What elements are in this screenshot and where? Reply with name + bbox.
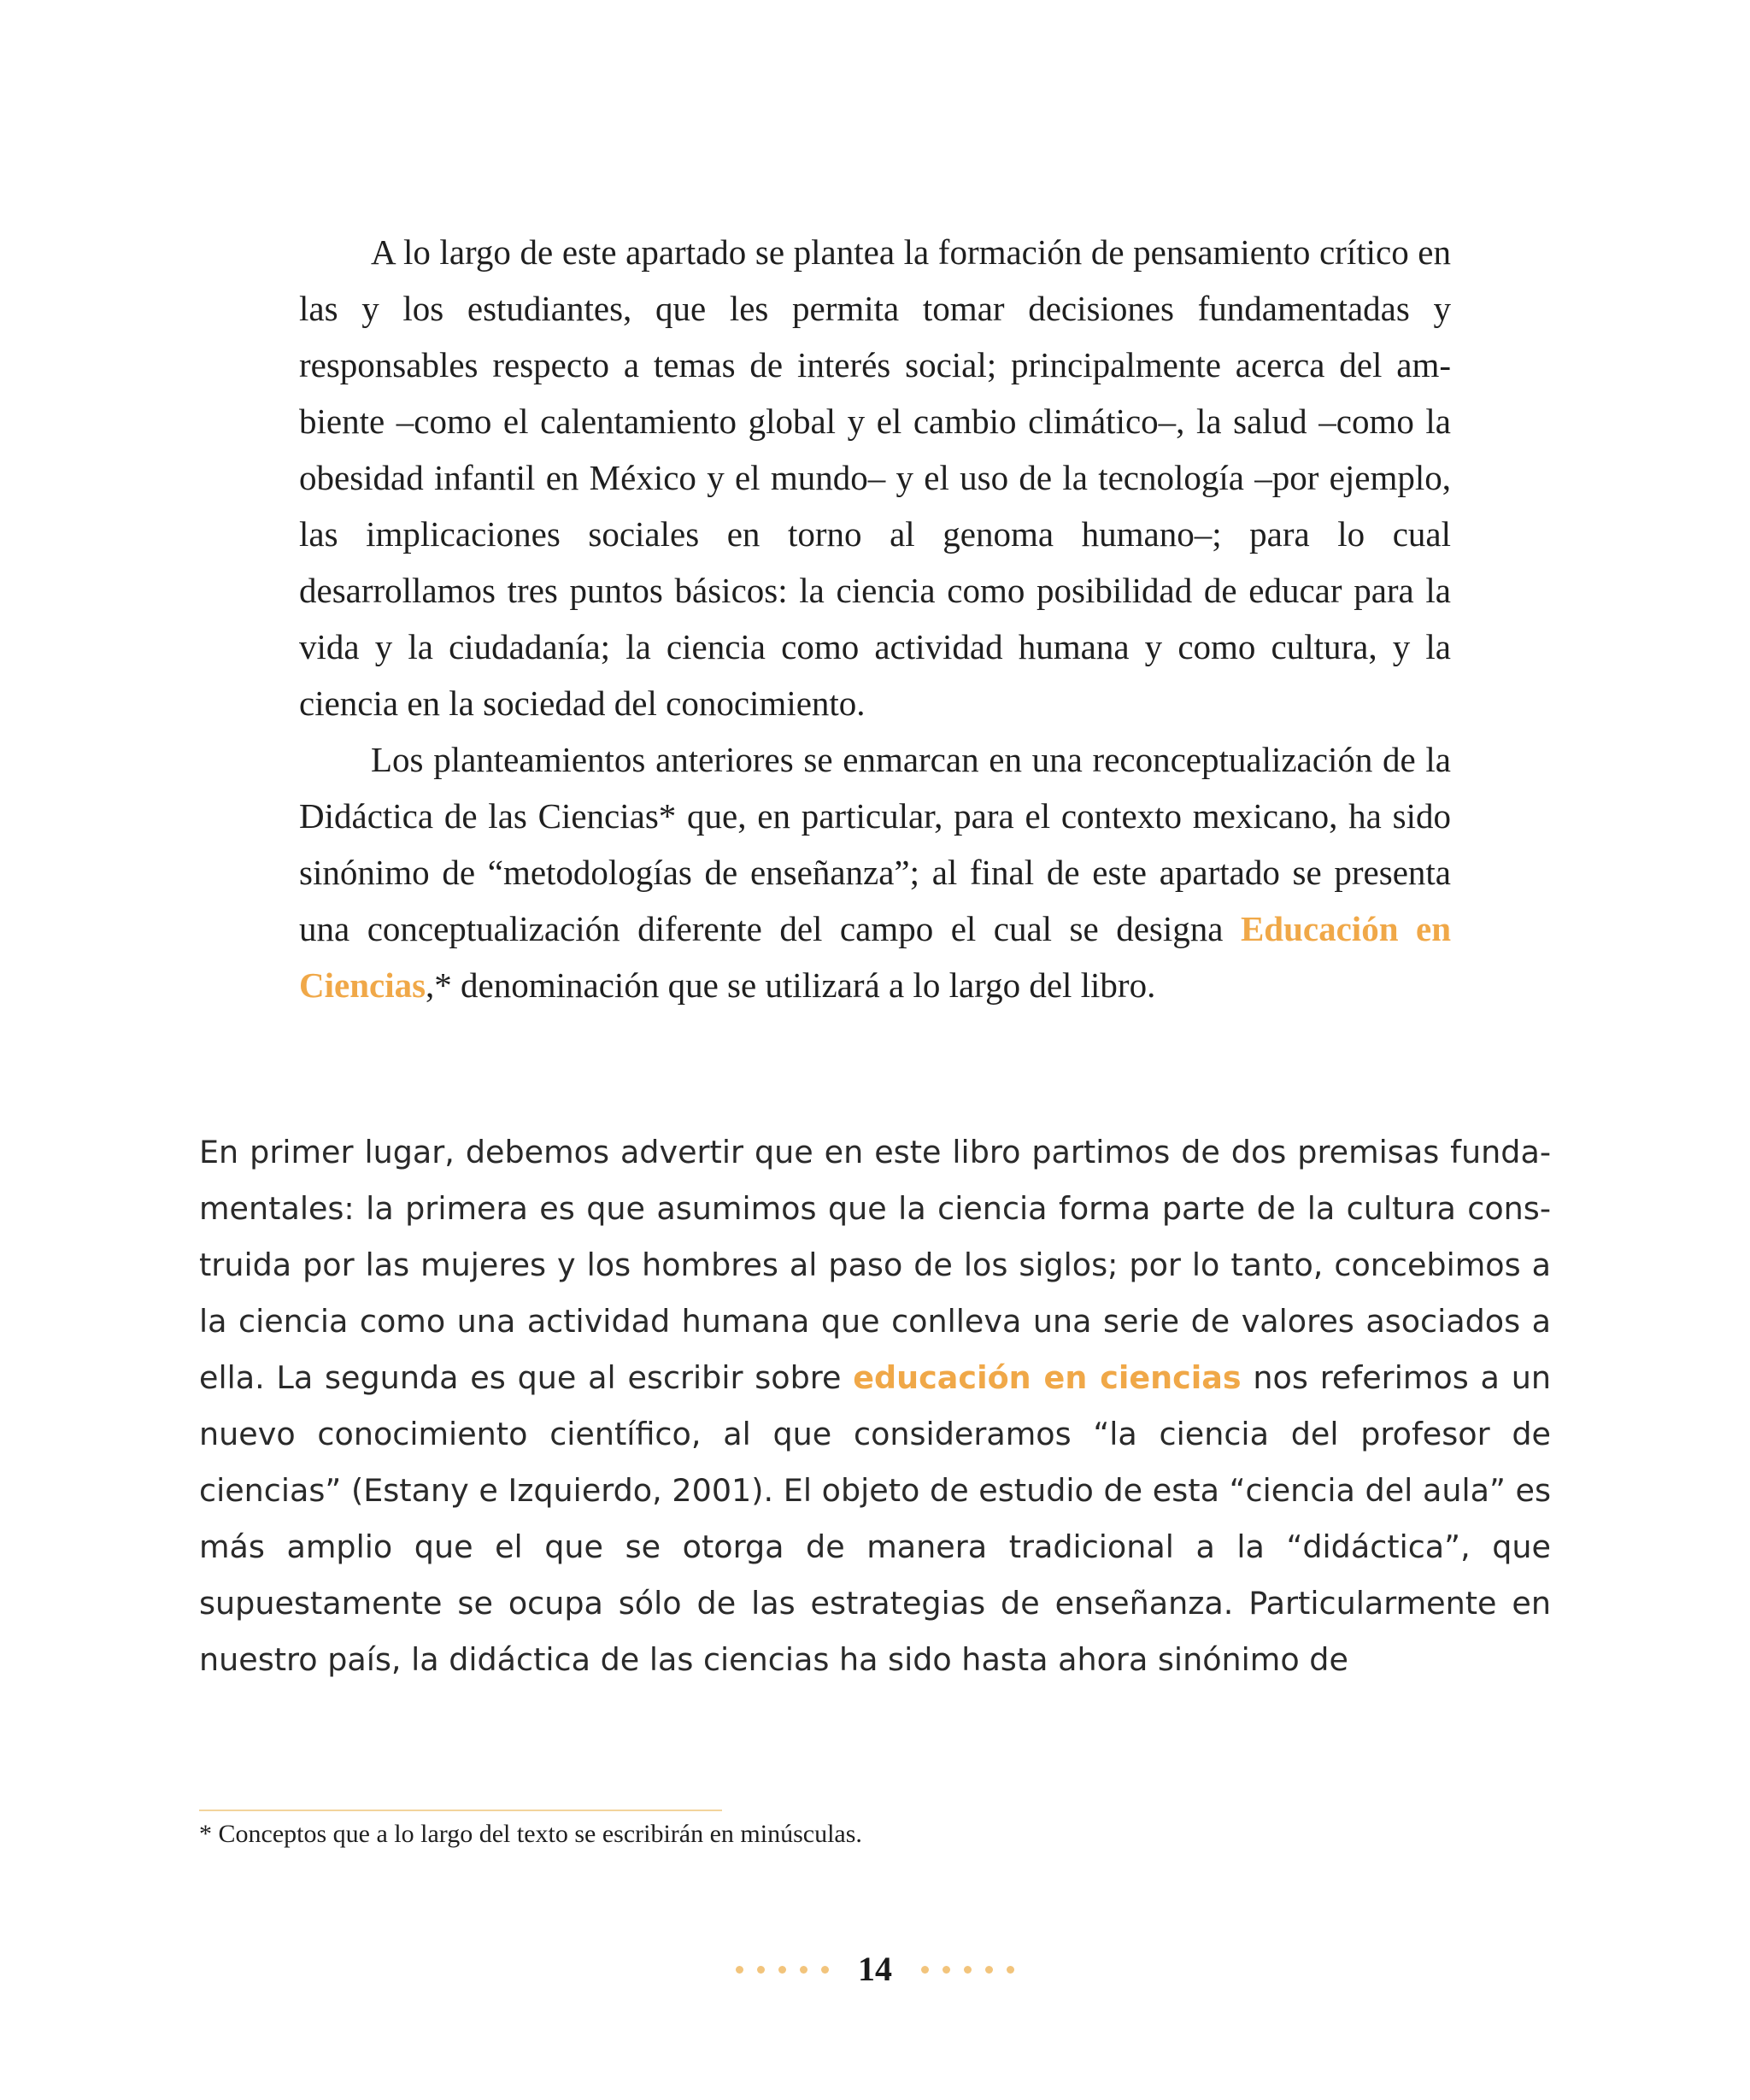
body-section [199,1124,1551,1688]
dot-ornament [778,1966,786,1974]
dot-ornament [800,1966,807,1974]
intro-paragraph-2-text: Los planteamientos anteriores se enmarcan en una reconceptualización de la Didáctica de las Ciencias* que, en particular, para el contexto mexicano, ha sido sinónimo de “metodologías de enseñanza”; al final de este apartado se presenta una conceptualización diferente del campo el cual se designa [299,740,1451,948]
body-paragraph-1-tail: nos referimos a un nuevo conocimiento científico, al que consideramos “la ciencia del profesor de ciencias” (Estany e Izquierdo, 2001). El objeto de estudio de esta “ciencia del aula” es más amplio que el que se otorga de manera tradicional a la “didáctica”, que supuestamente se ocupa sólo de las estrategias de enseñanza. Particularmente en nuestro país, la didáctica de las ciencias ha sido hasta ahora sinónimo de [199,1359,1551,1678]
intro-paragraph-1: A lo largo de este apartado se plantea la formación de pensamiento crítico en las y los estudiantes, que les permita tomar decisiones fundamentadas y responsables respecto a temas de interés social; principalmente acerca del ambiente –como el calentamiento global y el cambio climático–, la salud –como la obesidad infantil en México y el mundo– y el uso de la tecnología –por ejemplo, las implicaciones sociales en torno al genoma humano–; para lo cual desarrollamos tres puntos básicos: la ciencia como posibilidad de educar para la vida y la ciudadanía; la ciencia como actividad humana y como cultura, y la ciencia en la sociedad del conocimiento. [299,232,1451,723]
body-paragraph-1 [199,1124,1551,1688]
intro-paragraph-2-tail: ,* denominación que se utilizará a lo largo del libro. [426,965,1156,1005]
highlighted-term-educacion-en-ciencias-body: educación en ciencias [853,1359,1242,1396]
dot-ornament [964,1966,972,1974]
intro-section [299,224,1451,1013]
dot-ornament [921,1966,929,1974]
page-footer [0,1948,1750,1991]
right-dots-ornament [921,1966,1014,1974]
dot-ornament [757,1966,765,1974]
page-number: 14 [858,1950,892,1988]
dot-ornament [736,1966,743,1974]
dot-ornament [821,1966,829,1974]
dot-ornament [1007,1966,1014,1974]
highlighted-term-educacion-en-ciencias: Educación en Ciencias [299,909,1451,1005]
left-dots-ornament [736,1966,829,1974]
footnote-divider [199,1810,722,1811]
intro-paragraph-2 [299,731,1451,1013]
body-paragraph-1-text: En primer lugar, debemos advertir que en este libro partimos de dos premisas fundamentales: la primera es que asumimos que la ciencia forma parte de la cultura construida por las mujeres y los hombres al paso de los siglos; por lo tanto, concebimos a la ciencia como una actividad humana que conlleva una serie de valores asociados a ella. La segunda es que al escribir sobre [199,1134,1551,1396]
dot-ornament [943,1966,950,1974]
footnote: * Conceptos que a lo largo del texto se escribirán en minúsculas. [199,1820,862,1848]
dot-ornament [985,1966,993,1974]
